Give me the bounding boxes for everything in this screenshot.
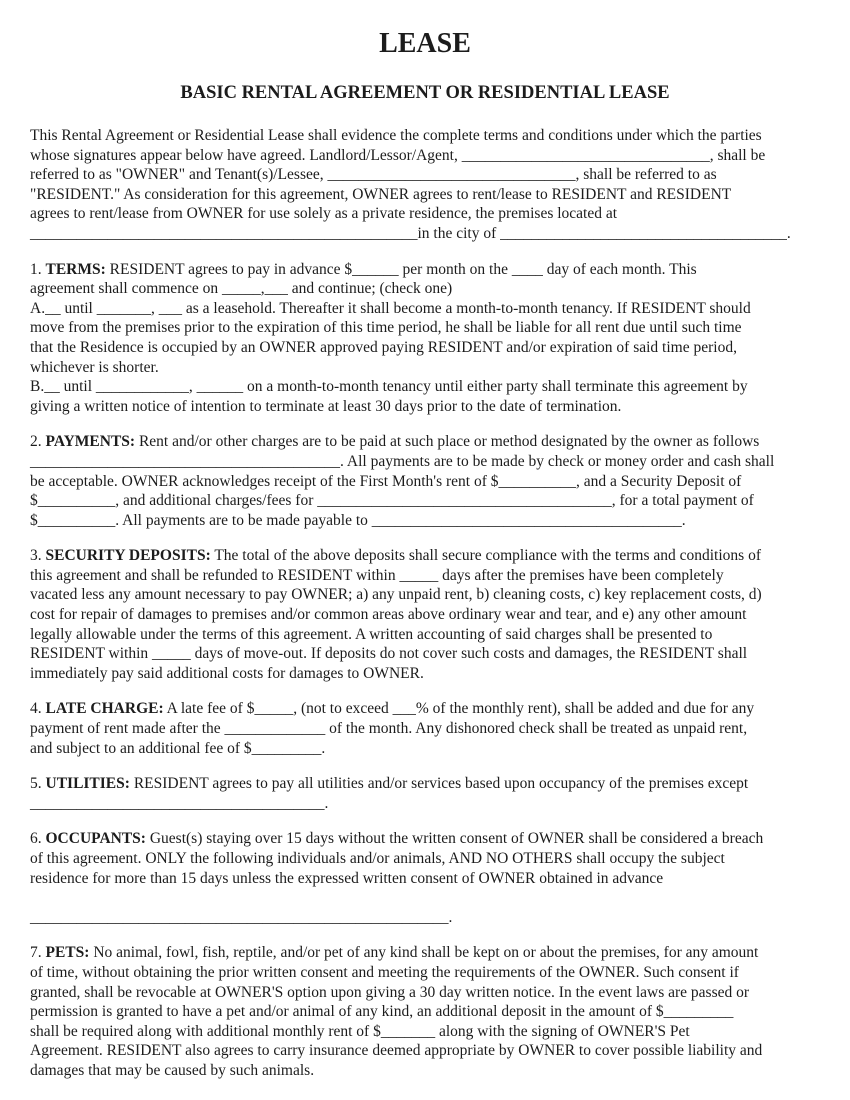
text-line: move from the premises prior to the expiration of this time period, he shall be liable for all rent due until such time	[30, 319, 742, 337]
document-title: LEASE	[379, 28, 471, 59]
section-intro	[30, 126, 820, 244]
text-line: 6. OCCUPANTS: Guest(s) staying over 15 days without the written consent of OWNER shall be considered a breach	[30, 830, 764, 848]
text-line: be acceptable. OWNER acknowledges receipt of the First Month's rent of $__________, and a Security Deposit of	[30, 472, 742, 490]
text-line: RESIDENT within _____ days of move-out. If deposits do not cover such costs and damages, the RESIDENT shall	[30, 645, 748, 663]
text-line: 5. UTILITIES: RESIDENT agrees to pay all utilities and/or services based upon occupancy of the premises except	[30, 775, 749, 793]
text-line: cost for repair of damages to premises and/or common areas above ordinary wear and tear, and e) any other amount	[30, 606, 747, 624]
text-line: of this agreement. ONLY the following individuals and/or animals, AND NO OTHERS shall occupy the subject	[30, 850, 725, 867]
section-terms	[30, 260, 820, 417]
text-line: vacated less any amount necessary to pay OWNER; a) any unpaid rent, b) cleaning costs, c) key replacement costs, d)	[30, 586, 762, 604]
section-utilities	[30, 774, 820, 813]
text-line: of time, without obtaining the prior written consent and meeting the requirements of the OWNER. Such consent if	[30, 963, 739, 981]
text-line: whose signatures appear below have agreed. Landlord/Lessor/Agent, ________________________________, shall be	[30, 146, 766, 164]
text-line: ______________________________________________________.	[30, 908, 453, 926]
text-line: This Rental Agreement or Residential Lease shall evidence the complete terms and conditions under which the parties	[30, 127, 762, 144]
section-heading: PETS:	[45, 944, 90, 962]
text-line: "RESIDENT." As consideration for this agreement, OWNER agrees to rent/lease to RESIDENT and RESIDENT	[30, 185, 732, 203]
text-line: this agreement and shall be refunded to RESIDENT within _____ days after the premises have been completely	[30, 566, 724, 584]
text-line: B.__ until ____________, ______ on a month-to-month tenancy until either party shall terminate this agreement by	[30, 378, 748, 396]
text-line: payment of rent made after the _____________ of the month. Any dishonored check shall be treated as unpaid rent,	[30, 720, 748, 738]
section-payments	[30, 432, 820, 530]
text-line: shall be required along with additional monthly rent of $_______ along with the signing of OWNER'S Pet	[30, 1022, 690, 1040]
text-line: __________________________________________________in the city of _____________________________________.	[30, 224, 791, 242]
section-heading: UTILITIES:	[45, 775, 130, 793]
text-line: permission is granted to have a pet and/or animal of any kind, an additional deposit in the amount of $_________	[30, 1003, 734, 1021]
text-line: 4. LATE CHARGE: A late fee of $_____, (not to exceed ___% of the monthly rent), shall be added and due for any	[30, 700, 755, 718]
section-occupants	[30, 829, 820, 927]
section-heading: PAYMENTS:	[45, 433, 136, 451]
text-line: Agreement. RESIDENT also agrees to carry insurance deemed appropriate by OWNER to cover possible liability and	[30, 1042, 763, 1060]
text-line: 1. TERMS: RESIDENT agrees to pay in advance $______ per month on the ____ day of each month. This	[30, 260, 697, 278]
text-line: ______________________________________.	[30, 794, 329, 812]
section-heading: SECURITY DEPOSITS:	[45, 547, 211, 565]
text-line: 2. PAYMENTS: Rent and/or other charges are to be paid at such place or method designated by the owner as follows	[30, 433, 760, 451]
text-line: 3. SECURITY DEPOSITS: The total of the above deposits shall secure compliance with the terms and conditions of	[30, 547, 761, 565]
section-late-charge	[30, 699, 820, 758]
text-line: damages that may be caused by such animals.	[30, 1061, 315, 1079]
text-line: ________________________________________. All payments are to be made by check or money order and cash shall	[30, 452, 775, 470]
text-line: $__________. All payments are to be made payable to ________________________________________.	[30, 511, 686, 529]
document-body	[30, 126, 820, 1081]
document-subtitle: BASIC RENTAL AGREEMENT OR RESIDENTIAL LEASE	[180, 83, 670, 103]
section-heading: TERMS:	[45, 260, 106, 278]
text-line: whichever is shorter.	[30, 358, 159, 376]
text-line: and subject to an additional fee of $_________.	[30, 739, 326, 757]
blank-line	[30, 888, 820, 908]
text-line: legally allowable under the terms of this agreement. A written accounting of said charges shall be presented to	[30, 625, 713, 643]
text-line: that the Residence is occupied by an OWNER approved paying RESIDENT and/or expiration of said time period,	[30, 338, 737, 356]
text-line: immediately pay said additional costs for damages to OWNER.	[30, 664, 424, 682]
section-heading: OCCUPANTS:	[45, 830, 146, 848]
text-line: agrees to rent/lease from OWNER for use solely as a private residence, the premises located at	[30, 205, 618, 223]
section-heading: LATE CHARGE:	[45, 700, 164, 718]
text-line: A.__ until _______, ___ as a leasehold. Thereafter it shall become a month-to-month tenancy. If RESIDENT should	[30, 299, 751, 317]
text-line: giving a written notice of intention to terminate at least 30 days prior to the date of termination.	[30, 397, 622, 415]
section-pets	[30, 943, 820, 1080]
text-line: residence for more than 15 days unless the expressed written consent of OWNER obtained in advance	[30, 869, 664, 887]
text-line: granted, shall be revocable at OWNER'S option upon giving a 30 day written notice. In the event laws are passed or	[30, 983, 750, 1001]
section-security-deposits	[30, 546, 820, 683]
text-line: referred to as "OWNER" and Tenant(s)/Lessee, ________________________________, shall be referred to as	[30, 166, 717, 184]
text-line: agreement shall commence on _____,___ and continue; (check one)	[30, 280, 453, 298]
text-line: $__________, and additional charges/fees for ______________________________________, for a total payment of	[30, 492, 754, 510]
text-line: 7. PETS: No animal, fowl, fish, reptile, and/or pet of any kind shall be kept on or about the premises, for any amount	[30, 944, 759, 962]
